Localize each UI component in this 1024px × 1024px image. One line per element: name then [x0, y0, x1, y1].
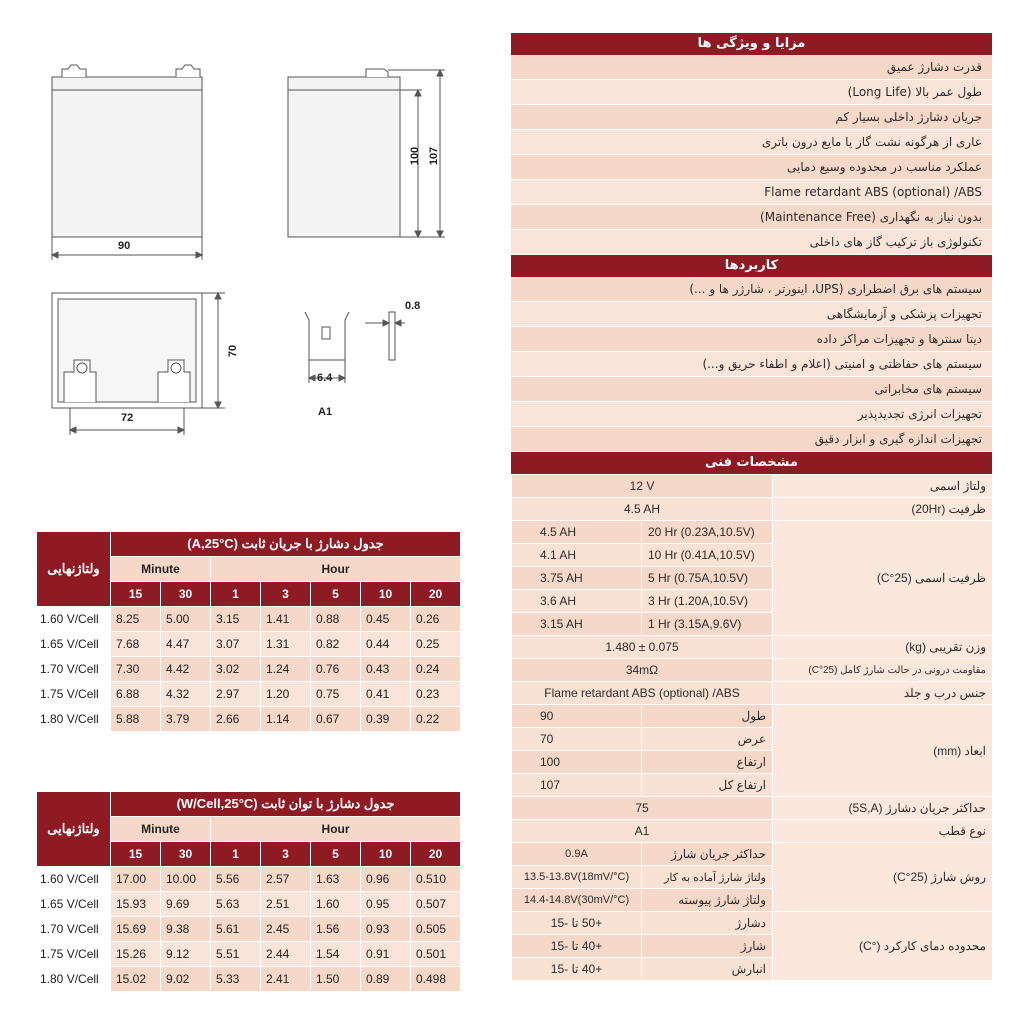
value-cell: 3.79: [161, 707, 211, 732]
battery-drawings: [30, 50, 500, 490]
value-cell: 17.00: [111, 867, 161, 892]
spec-sub-label: عرض: [642, 728, 773, 751]
value-cell: 0.498: [411, 967, 461, 992]
spec-sub-label: ولتاژ شارژ پیوسته: [642, 889, 773, 912]
col-header: 3: [261, 842, 311, 867]
value-cell: 9.02: [161, 967, 211, 992]
spec-label: محدوده دمای کارکرد (°C): [773, 912, 993, 981]
value-cell: 5.00: [161, 607, 211, 632]
value-cell: 0.510: [411, 867, 461, 892]
table-row: [37, 632, 461, 657]
voltage-cell: 1.75 V/Cell: [37, 942, 111, 967]
spec-sub-label: شارژ: [642, 935, 773, 958]
table-row: [37, 867, 461, 892]
voltage-cell: 1.80 V/Cell: [37, 707, 111, 732]
value-cell: 0.505: [411, 917, 461, 942]
application-item: سیستم های مخابراتی: [511, 377, 992, 402]
voltage-cell: 1.75 V/Cell: [37, 682, 111, 707]
spec-value: 4.1 AH: [512, 544, 642, 567]
spec-sub-label: حداکثر جریان شارژ: [642, 843, 773, 866]
value-cell: 3.07: [211, 632, 261, 657]
applications-title: کاربردها: [511, 255, 992, 277]
value-cell: 1.20: [261, 682, 311, 707]
value-cell: 1.31: [261, 632, 311, 657]
table-row: [37, 607, 461, 632]
value-cell: 4.47: [161, 632, 211, 657]
value-cell: 0.25: [411, 632, 461, 657]
value-cell: 4.32: [161, 682, 211, 707]
spec-value: 75: [512, 797, 773, 820]
application-item: دیتا سنترها و تجهیزات مراکز داده: [511, 327, 992, 352]
value-cell: 6.88: [111, 682, 161, 707]
col-header: 15: [111, 582, 161, 607]
spec-value: 100: [512, 751, 642, 774]
value-cell: 9.38: [161, 917, 211, 942]
value-cell: 1.63: [311, 867, 361, 892]
spec-condition: 10 Hr (0.41A,10.5V): [642, 544, 773, 567]
spec-sub-label: ارتفاع: [642, 751, 773, 774]
spec-value: 3.15 AH: [512, 613, 642, 636]
value-cell: 1.56: [311, 917, 361, 942]
col-header: 1: [211, 842, 261, 867]
value-cell: 0.89: [361, 967, 411, 992]
spec-value: 13.5-13.8V(18mV/°C): [512, 866, 642, 889]
application-item: سیستم های حفاظتی و امنیتی (اعلام و اطفاء حریق و...): [511, 352, 992, 377]
col-header: 10: [361, 842, 411, 867]
value-cell: 2.66: [211, 707, 261, 732]
features-title: مزایا و ویژگی ها: [511, 33, 992, 55]
specs-table: [511, 474, 993, 981]
value-cell: 1.54: [311, 942, 361, 967]
value-cell: 5.33: [211, 967, 261, 992]
feature-item: عملکرد مناسب در محدوده وسیع دمایی: [511, 155, 992, 180]
col-header: 30: [161, 842, 211, 867]
value-cell: 1.24: [261, 657, 311, 682]
value-cell: 2.51: [261, 892, 311, 917]
spec-value: A1: [512, 820, 773, 843]
value-cell: 2.44: [261, 942, 311, 967]
table-row: [37, 942, 461, 967]
bottom-width-label: 72: [121, 412, 134, 424]
spec-label: مقاومت درونی در حالت شارژ کامل (25°C): [773, 659, 993, 682]
spec-label: روش شارژ (25°C): [773, 843, 993, 912]
constant-current-table: [36, 531, 461, 732]
value-cell: 1.41: [261, 607, 311, 632]
value-cell: 5.56: [211, 867, 261, 892]
spec-value: +50 تا -15: [512, 912, 642, 935]
value-cell: 1.14: [261, 707, 311, 732]
specs-title: مشخصات فنی: [511, 452, 992, 474]
table-corner-label: ولتاژنهایی: [37, 532, 111, 607]
feature-item: عاری از هرگونه نشت گاز یا مایع درون باتری: [511, 130, 992, 155]
value-cell: 0.82: [311, 632, 361, 657]
spec-sub-label: انبارش: [642, 958, 773, 981]
spec-value: 34mΩ: [512, 659, 773, 682]
value-cell: 0.91: [361, 942, 411, 967]
value-cell: 0.76: [311, 657, 361, 682]
value-cell: 0.45: [361, 607, 411, 632]
hour-header: Hour: [211, 817, 461, 842]
application-item: تجهیزات اندازه گیری و ابزار دقیق: [511, 427, 992, 452]
spec-value: 70: [512, 728, 642, 751]
value-cell: 9.69: [161, 892, 211, 917]
value-cell: 0.44: [361, 632, 411, 657]
value-cell: 0.507: [411, 892, 461, 917]
spec-label: ابعاد (mm): [773, 705, 993, 797]
voltage-cell: 1.60 V/Cell: [37, 607, 111, 632]
spec-value: Flame retardant ABS (optional) /ABS: [512, 682, 773, 705]
voltage-cell: 1.70 V/Cell: [37, 657, 111, 682]
spec-label: جنس درب و جلد: [773, 682, 993, 705]
table-row: [37, 967, 461, 992]
value-cell: 5.88: [111, 707, 161, 732]
spec-value: +40 تا -15: [512, 935, 642, 958]
spec-label: حداکثر جریان دشارژ (5S,A): [773, 797, 993, 820]
value-cell: 0.75: [311, 682, 361, 707]
spec-label: وزن تقریبی (kg): [773, 636, 993, 659]
value-cell: 9.12: [161, 942, 211, 967]
feature-item: جریان دشارژ داخلی بسیار کم: [511, 105, 992, 130]
applications-list: [511, 277, 992, 452]
table-row: [37, 707, 461, 732]
spec-condition: 1 Hr (3.15A,9.6V): [642, 613, 773, 636]
spec-sub-label: ولتاژ شارژ آماده به کار: [642, 866, 773, 889]
value-cell: 0.96: [361, 867, 411, 892]
spec-value: 4.5 AH: [512, 498, 773, 521]
value-cell: 0.39: [361, 707, 411, 732]
value-cell: 1.50: [311, 967, 361, 992]
spec-label: ظرفیت (20Hr): [773, 498, 993, 521]
spec-sub-label: دشارژ: [642, 912, 773, 935]
value-cell: 7.30: [111, 657, 161, 682]
spec-value: 12 V: [512, 475, 773, 498]
value-cell: 0.67: [311, 707, 361, 732]
terminal-type-label: A1: [318, 406, 333, 418]
spec-value: 107: [512, 774, 642, 797]
value-cell: 15.26: [111, 942, 161, 967]
value-cell: 0.95: [361, 892, 411, 917]
side-height-total-label: 107: [428, 146, 441, 166]
spec-condition: 5 Hr (0.75A,10.5V): [642, 567, 773, 590]
value-cell: 3.15: [211, 607, 261, 632]
value-cell: 15.69: [111, 917, 161, 942]
table-title: جدول دشارژ با جریان ثابت (A,25°C): [111, 532, 461, 557]
value-cell: 5.51: [211, 942, 261, 967]
col-header: 3: [261, 582, 311, 607]
spec-value: +40 تا -15: [512, 958, 642, 981]
spec-sub-label: طول: [642, 705, 773, 728]
value-cell: 4.42: [161, 657, 211, 682]
value-cell: 2.45: [261, 917, 311, 942]
table-corner-label: ولتاژنهایی: [37, 792, 111, 867]
spec-value: 90: [512, 705, 642, 728]
feature-item: طول عمر بالا (Long Life): [511, 80, 992, 105]
value-cell: 15.93: [111, 892, 161, 917]
spec-value: 0.9A: [512, 843, 642, 866]
hour-header: Hour: [211, 557, 461, 582]
value-cell: 3.02: [211, 657, 261, 682]
voltage-cell: 1.80 V/Cell: [37, 967, 111, 992]
top-view: [52, 293, 225, 435]
value-cell: 2.97: [211, 682, 261, 707]
value-cell: 5.61: [211, 917, 261, 942]
value-cell: 0.23: [411, 682, 461, 707]
spec-panel: [511, 33, 992, 981]
value-cell: 2.41: [261, 967, 311, 992]
value-cell: 7.68: [111, 632, 161, 657]
spec-condition: 20 Hr (0.23A,10.5V): [642, 521, 773, 544]
voltage-cell: 1.65 V/Cell: [37, 632, 111, 657]
col-header: 20: [411, 582, 461, 607]
terminal-thickness-label: 0.8: [405, 300, 421, 312]
minute-header: Minute: [111, 817, 211, 842]
side-height-inner-label: 100: [409, 146, 422, 166]
front-width-label: 90: [118, 240, 131, 252]
voltage-cell: 1.60 V/Cell: [37, 867, 111, 892]
spec-value: 1.480 ± 0.075: [512, 636, 773, 659]
front-view: [52, 65, 202, 260]
value-cell: 2.57: [261, 867, 311, 892]
voltage-cell: 1.65 V/Cell: [37, 892, 111, 917]
value-cell: 8.25: [111, 607, 161, 632]
value-cell: 0.26: [411, 607, 461, 632]
feature-item: بدون نیاز به نگهداری (Maintenance Free): [511, 205, 992, 230]
value-cell: 0.43: [361, 657, 411, 682]
spec-label: ظرفیت اسمی (25°C): [773, 521, 993, 636]
spec-value: 14.4-14.8V(30mV/°C): [512, 889, 642, 912]
feature-item: قدرت دشارژ عمیق: [511, 55, 992, 80]
feature-item: تکنولوژی باز ترکیب گاز های داخلی: [511, 230, 992, 255]
feature-item: Flame retardant ABS (optional) /ABS: [511, 180, 992, 205]
value-cell: 15.02: [111, 967, 161, 992]
spec-value: 3.75 AH: [512, 567, 642, 590]
side-view: [288, 69, 445, 237]
spec-condition: 3 Hr (1.20A,10.5V): [642, 590, 773, 613]
terminal-width-label: 6.4: [317, 372, 333, 384]
spec-label: نوع قطب: [773, 820, 993, 843]
minute-header: Minute: [111, 557, 211, 582]
table-row: [37, 917, 461, 942]
col-header: 1: [211, 582, 261, 607]
col-header: 10: [361, 582, 411, 607]
application-item: تجهیزات پزشکی و آزمایشگاهی: [511, 302, 992, 327]
col-header: 5: [311, 582, 361, 607]
value-cell: 5.63: [211, 892, 261, 917]
constant-power-table: [36, 791, 461, 992]
value-cell: 0.22: [411, 707, 461, 732]
spec-sub-label: ارتفاع کل: [642, 774, 773, 797]
value-cell: 0.93: [361, 917, 411, 942]
bottom-height-label: 70: [227, 344, 240, 358]
col-header: 15: [111, 842, 161, 867]
value-cell: 0.41: [361, 682, 411, 707]
spec-label: ولتاژ اسمی: [773, 475, 993, 498]
value-cell: 0.501: [411, 942, 461, 967]
table-title: جدول دشارژ با توان ثابت (W/Cell,25°C): [111, 792, 461, 817]
features-list: [511, 55, 992, 255]
table-row: [37, 682, 461, 707]
col-header: 20: [411, 842, 461, 867]
application-item: سیستم های برق اضطراری (UPS، اینورتر ، شارژر ها و ...): [511, 277, 992, 302]
table-row: [37, 657, 461, 682]
col-header: 30: [161, 582, 211, 607]
value-cell: 10.00: [161, 867, 211, 892]
table-row: [37, 892, 461, 917]
application-item: تجهیزات انرژی تجدیدپذیر: [511, 402, 992, 427]
value-cell: 1.60: [311, 892, 361, 917]
value-cell: 0.24: [411, 657, 461, 682]
col-header: 5: [311, 842, 361, 867]
voltage-cell: 1.70 V/Cell: [37, 917, 111, 942]
spec-value: 3.6 AH: [512, 590, 642, 613]
spec-value: 4.5 AH: [512, 521, 642, 544]
value-cell: 0.88: [311, 607, 361, 632]
